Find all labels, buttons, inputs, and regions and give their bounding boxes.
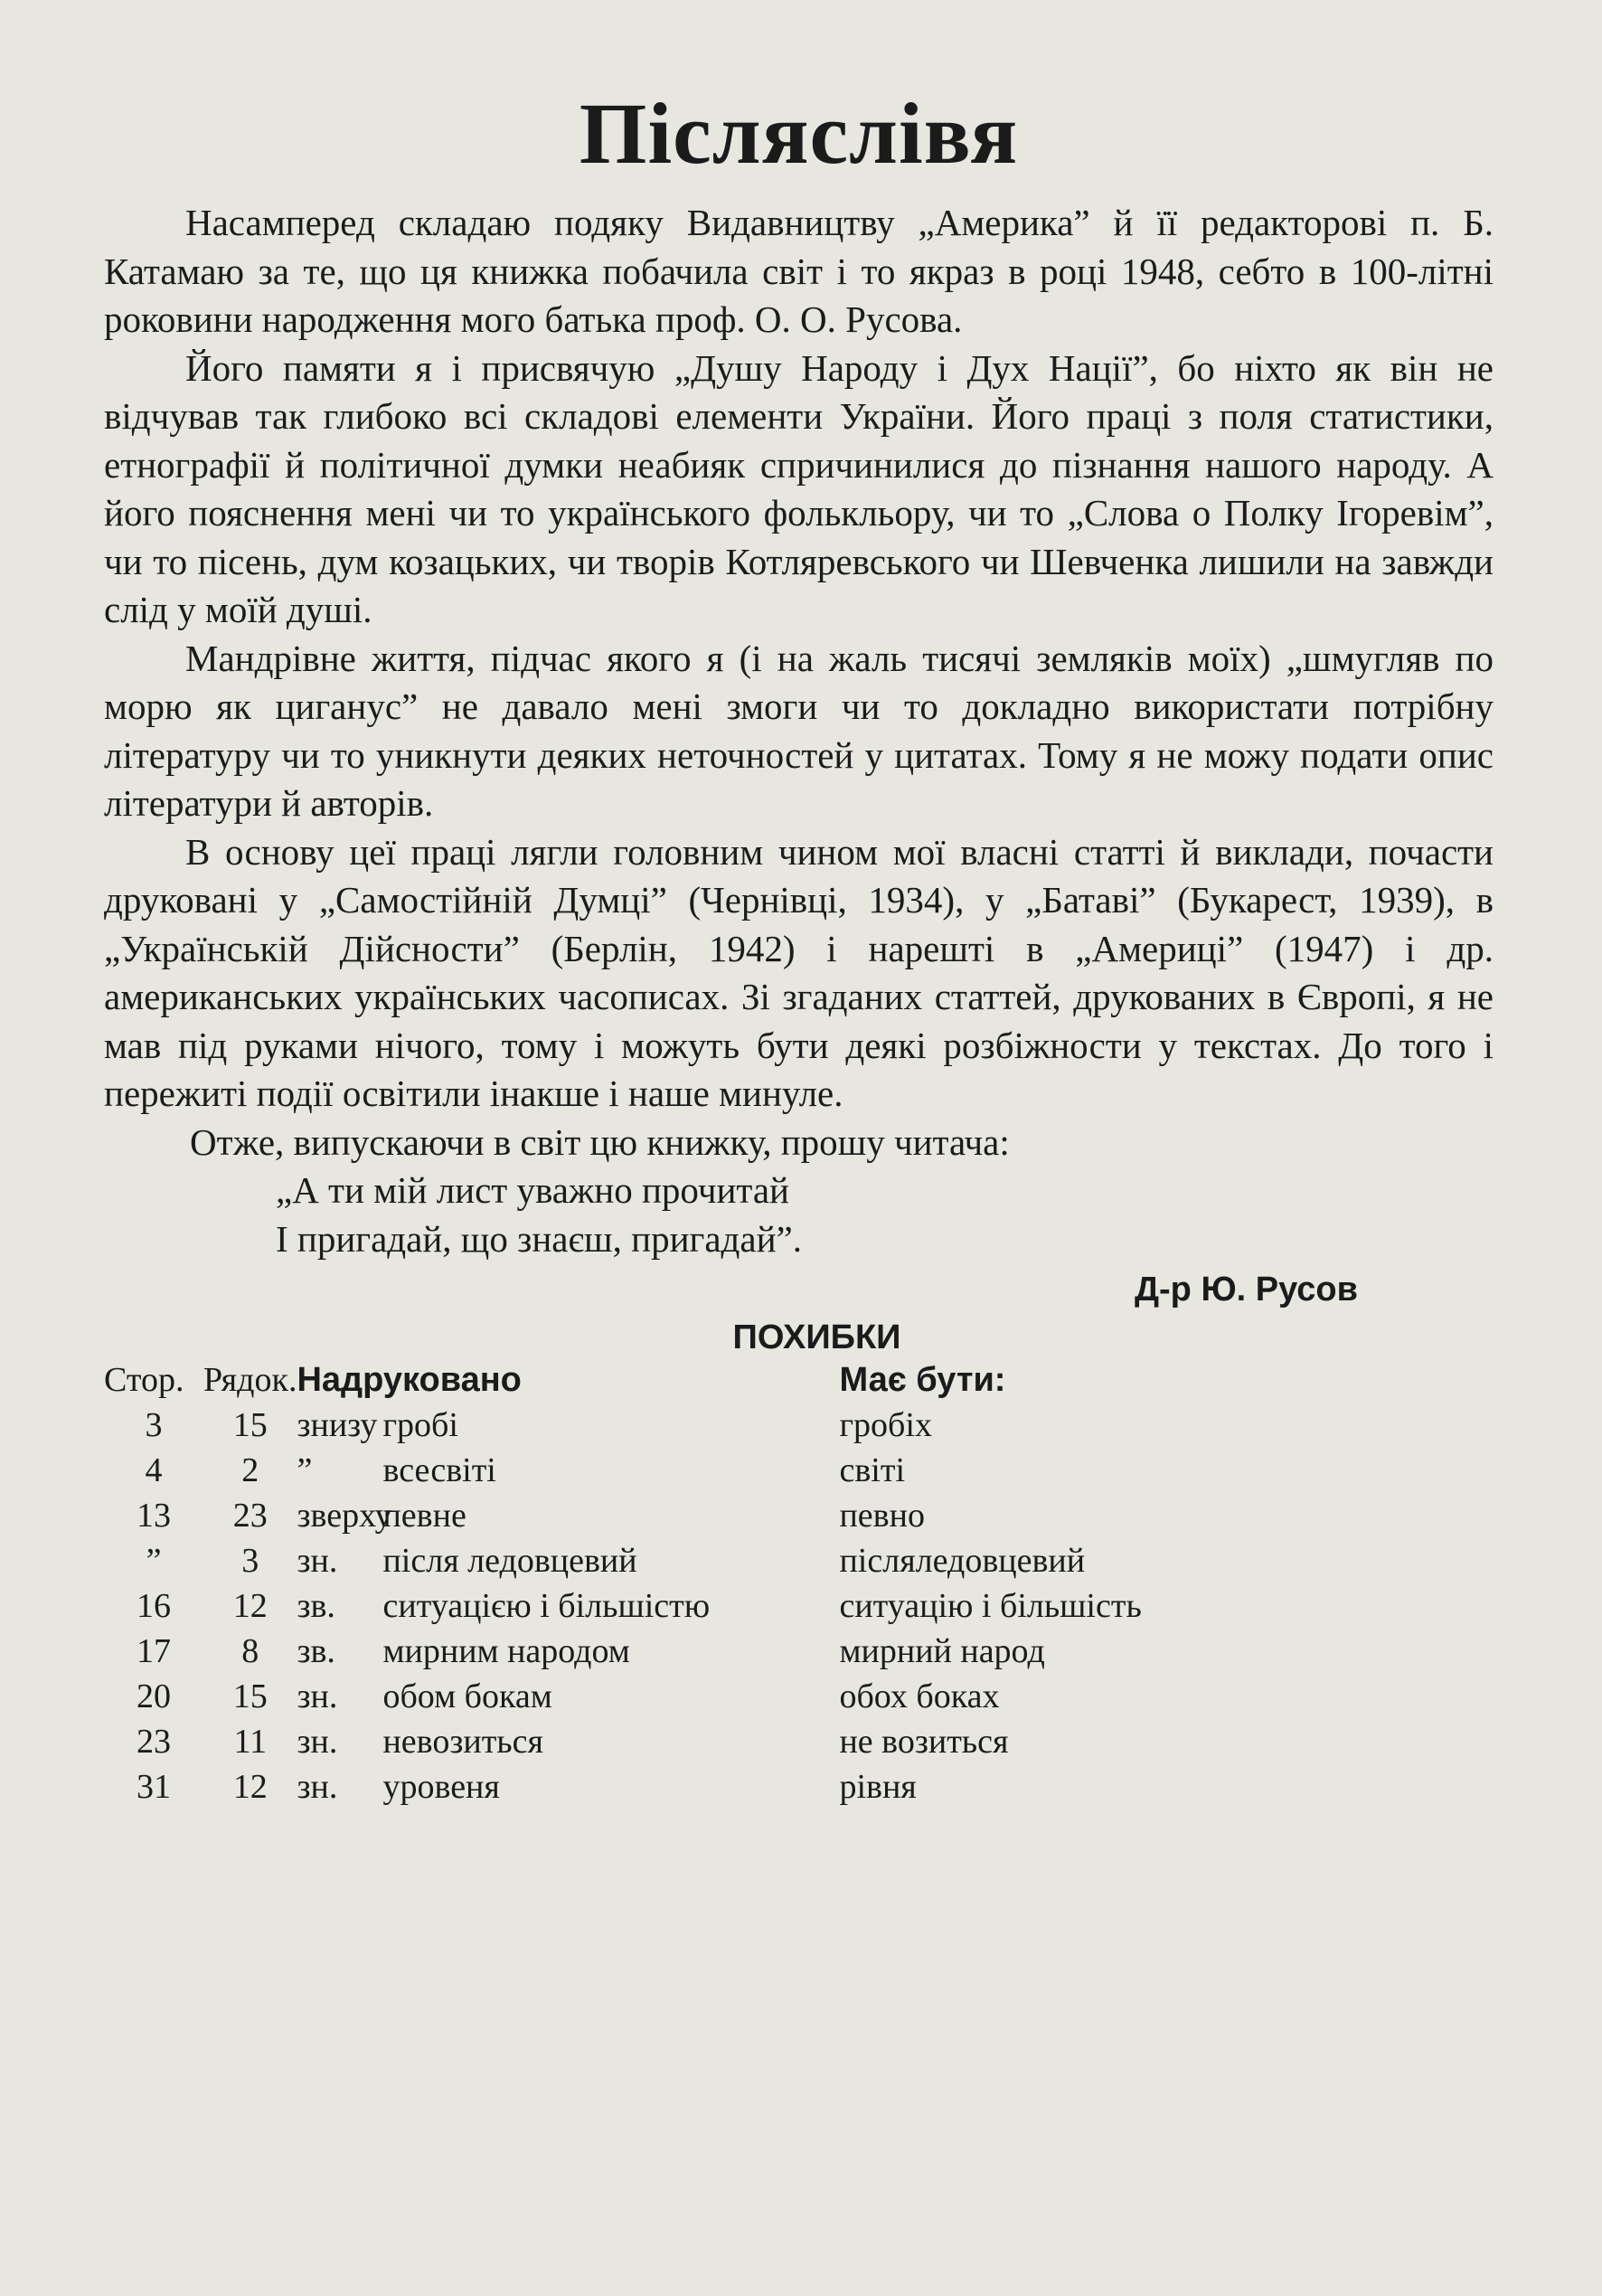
errata-line: 23 bbox=[232, 1497, 268, 1535]
errata-page: 13 bbox=[137, 1497, 171, 1535]
errata-page: 3 bbox=[145, 1406, 163, 1444]
table-row bbox=[104, 1538, 1472, 1583]
errata-printed bbox=[297, 1764, 839, 1809]
errata-page: ” bbox=[146, 1542, 162, 1580]
errata-correct: не возиться bbox=[839, 1723, 1009, 1761]
paragraph: Насамперед складаю подяку Видавництву „Америка” й її редакторові п. Б. Катамаю за те, що ця книжка побачила світ і то якраз в році 1948, себто в 100-літні роковини народження мого батька проф. О. О. Русова. bbox=[104, 202, 1494, 340]
paragraph: Його памяти я і присвячую „Душу Народу і Дух Нації”, бо ніхто як він не відчував так глибоко всі складові елементи України. Його праці з поля статистики, етнографії й політичної думки неабияк спричинилися до пізнання нашого народу. А його пояснення мені чи то українського фолькльору, чи то „Слова о Полку Ігоревім”, чи то пісень, дум козацьких, чи творів Котляревського чи Шевченка лишили на завжди слід у моїй душі. bbox=[104, 346, 1494, 630]
errata-line: 15 bbox=[232, 1406, 268, 1444]
errata-printed-text: певне bbox=[382, 1497, 466, 1535]
errata-printed-text: обом бокам bbox=[382, 1677, 552, 1715]
errata-line: 15 bbox=[232, 1677, 268, 1715]
errata-printed bbox=[297, 1719, 839, 1764]
errata-line: 12 bbox=[232, 1768, 268, 1806]
header-correct: Має бути: bbox=[839, 1361, 1006, 1399]
errata-page: 16 bbox=[137, 1587, 171, 1625]
errata-table bbox=[104, 1357, 1472, 1809]
errata-correct: ситуацію і більшість bbox=[839, 1587, 1142, 1625]
errata-line: 8 bbox=[241, 1632, 259, 1670]
errata-page: 31 bbox=[137, 1768, 171, 1806]
errata-printed-text: мирним народом bbox=[382, 1632, 630, 1670]
errata-position: зн. bbox=[297, 1768, 338, 1806]
errata-position: зн. bbox=[297, 1542, 338, 1580]
table-row bbox=[104, 1629, 1472, 1674]
errata-rows bbox=[104, 1403, 1472, 1809]
errata-correct: мирний народ bbox=[839, 1632, 1045, 1670]
errata-page: 23 bbox=[137, 1723, 171, 1761]
errata-printed bbox=[297, 1629, 839, 1674]
errata-heading: ПОХИБКИ bbox=[732, 1318, 901, 1356]
errata-line: 11 bbox=[233, 1723, 268, 1761]
errata-position: зн. bbox=[297, 1677, 338, 1715]
errata-correct: певно bbox=[839, 1497, 925, 1535]
page-title: Післяслівя bbox=[579, 85, 1019, 182]
verse-line: І пригадай, що знаєш, пригадай”. bbox=[276, 1217, 802, 1260]
errata-printed-text: після ледовцевий bbox=[382, 1542, 637, 1580]
errata-position: зверху bbox=[297, 1497, 392, 1535]
errata-position: знизу bbox=[297, 1406, 378, 1444]
errata-page: 20 bbox=[137, 1677, 171, 1715]
errata-printed bbox=[297, 1538, 839, 1583]
closing-line: Отже, випускаючи в світ цю книжку, прошу читача: bbox=[190, 1120, 1010, 1163]
errata-line: 2 bbox=[241, 1451, 259, 1489]
errata-correct: рівня bbox=[839, 1768, 917, 1806]
errata-line: 3 bbox=[241, 1542, 259, 1580]
errata-printed-text: уровеня bbox=[382, 1768, 500, 1806]
errata-page: 17 bbox=[137, 1632, 171, 1670]
table-row bbox=[104, 1674, 1472, 1719]
afterword-body bbox=[104, 199, 1494, 1167]
table-row bbox=[104, 1719, 1472, 1764]
header-printed: Надруковано bbox=[297, 1361, 522, 1399]
table-row bbox=[104, 1448, 1472, 1493]
errata-position: зв. bbox=[297, 1587, 335, 1625]
errata-printed-text: ситуацією і більшістю bbox=[382, 1587, 711, 1625]
errata-printed-text: гробі bbox=[382, 1406, 458, 1444]
paragraph: Мандрівне життя, підчас якого я (і на жаль тисячі земляків моїх) „шмугляв по морю як циганус” не давало мені змоги чи то докладно використати потрібну літературу чи то уникнути деяких неточностей у цитатах. Тому я не можу подати опис літератури й авторів. bbox=[104, 637, 1494, 824]
errata-printed bbox=[297, 1448, 839, 1493]
table-row bbox=[104, 1493, 1472, 1538]
errata-line: 12 bbox=[232, 1587, 268, 1625]
errata-correct: післяледовцевий bbox=[839, 1542, 1086, 1580]
errata-correct: світі bbox=[839, 1451, 905, 1489]
author-signature: Д-р Ю. Русов bbox=[1134, 1271, 1358, 1309]
errata-position: ” bbox=[297, 1451, 313, 1489]
table-row bbox=[104, 1403, 1472, 1448]
verse bbox=[104, 1167, 1494, 1263]
errata-correct: обох боках bbox=[839, 1677, 1000, 1715]
errata-page: 4 bbox=[145, 1451, 163, 1489]
errata-correct: гробіх bbox=[839, 1406, 932, 1444]
errata-header-row bbox=[104, 1357, 1472, 1403]
errata-position: зв. bbox=[297, 1632, 335, 1670]
errata-printed bbox=[297, 1493, 839, 1538]
header-line: Рядок. bbox=[203, 1361, 297, 1399]
header-page: Стор. bbox=[104, 1361, 184, 1399]
paragraph: В основу цеї праці лягли головним чином мої власні статті й виклади, почасти друковані у „Самостійній Думці” (Чернівці, 1934), у „Батаві” (Букарест, 1939), в „Українській Дійсности” (Берлін, 1942) і нарешті в „Америці” (1947) і др. американських українських часописах. Зі згаданих статтей, друкованих в Європі, я не мав під руками нічого, тому і можуть бути деякі розбіжности у текстах. До того і пережиті події освітили інакше і наше минуле. bbox=[104, 830, 1494, 1114]
errata-printed bbox=[297, 1403, 839, 1448]
verse-line: „А ти мій лист уважно прочитай bbox=[276, 1169, 789, 1211]
errata-position: зн. bbox=[297, 1723, 338, 1761]
table-row bbox=[104, 1764, 1472, 1809]
errata-printed-text: всесвіті bbox=[382, 1451, 496, 1489]
errata-printed-text: невозиться bbox=[382, 1723, 543, 1761]
table-row bbox=[104, 1583, 1472, 1629]
errata-printed bbox=[297, 1583, 839, 1629]
errata-printed bbox=[297, 1674, 839, 1719]
